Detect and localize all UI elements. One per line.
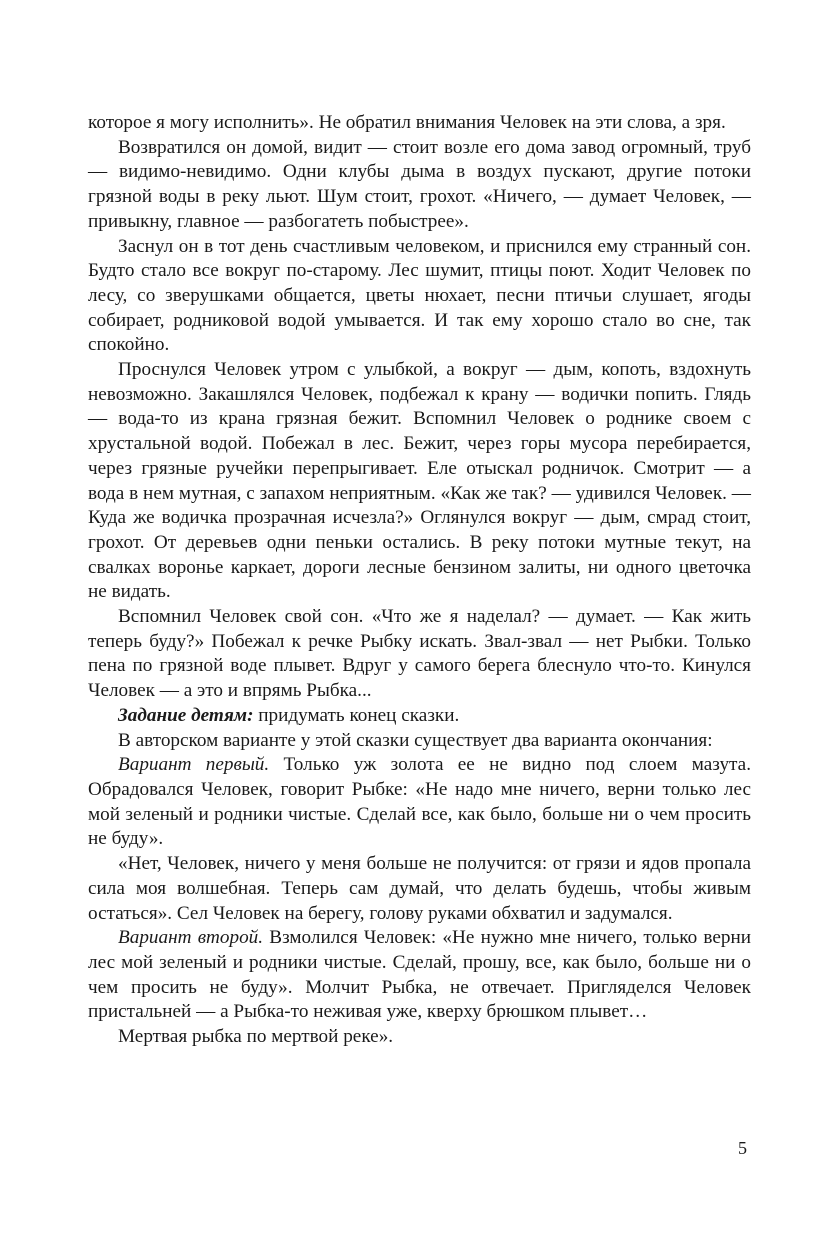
paragraph-1: которое я могу исполнить». Не обратил внимания Человек на эти слова, а зря. bbox=[88, 112, 726, 133]
variant-two-text: Взмолился Человек: «Не нужно мне ничего, только верни лес мой зеленый и родники чистые. Сделай, прошу, все, как было, больше ни о чем просить не буду». Молчит Рыбка, не отвечает. Пригляделся Человек пристальней — а Рыбка-то неживая уже, кверху брюшком плывет… bbox=[88, 927, 751, 1023]
page-body bbox=[88, 111, 751, 1050]
paragraph-2: Возвратился он домой, видит — стоит возле его дома завод огромный, труб — видимо-невидимо. Одни клубы дыма в воздух пускают, другие потоки грязной воды в реку льют. Шум стоит, грохот. «Ничего, — думает Человек, — привыкну, главное — разбогатеть побыстрее». bbox=[88, 136, 751, 232]
variant-one-text: Только уж золота ее не видно под слоем мазута. Обрадовался Человек, говорит Рыбке: «Не надо мне ничего, верни только лес мой зеленый и родники чистые. Сделай все, как было, больше ни о чем просить не буду». bbox=[88, 754, 751, 850]
variant-two-label: Вариант второй. bbox=[118, 927, 264, 949]
task-text: придумать конец сказки. bbox=[253, 704, 460, 726]
paragraph-7: В авторском варианте у этой сказки существует два варианта окончания: bbox=[118, 729, 713, 751]
task-label: Задание детям: bbox=[118, 704, 254, 726]
page-number: 5 bbox=[738, 1138, 747, 1158]
variant-two-paragraph bbox=[88, 926, 751, 1025]
variant-one-label: Вариант первый. bbox=[118, 754, 270, 776]
paragraph-3: Заснул он в тот день счастливым человеком, и приснился ему странный сон. Будто стало все вокруг по-старому. Лес шумит, птицы поют. Ходит Человек по лесу, со зверушками общается, цветы нюхает, песни птичьи слушает, ягоды собирает, родниковой водой умывается. И так ему хорошо стало во сне, так спокойно. bbox=[88, 235, 751, 356]
variant-one-paragraph bbox=[88, 753, 751, 852]
task-paragraph bbox=[88, 704, 751, 729]
paragraph-4: Проснулся Человек утром с улыбкой, а вокруг — дым, копоть, вздохнуть невозможно. Закашлялся Человек, подбежал к крану — водички попить. Глядь — вода-то из крана грязная бежит. Вспомнил Человек о роднике своем с хрустальной водой. Побежал в лес. Бежит, через горы мусора перебирается, через грязные ручейки перепрыгивает. Еле отыскал родничок. Смотрит — а вода в нем мутная, с запахом неприятным. «Как же так? — удивился Человек. — Куда же водичка прозрачная исчезла?» Оглянулся вокруг — дым, смрад стоит, грохот. От деревьев одни пеньки остались. В реку потоки мутные текут, на свалках воронье каркает, дороги лесные бензином залиты, ни одного цветочка не видать. bbox=[88, 359, 751, 603]
paragraph-9: «Нет, Человек, ничего у меня больше не получится: от грязи и ядов пропала сила моя волшебная. Теперь сам думай, что делать будешь, чтобы живым остаться». Сел Человек на берегу, голову руками обхватил и задумался. bbox=[88, 853, 751, 924]
paragraph-5: Вспомнил Человек свой сон. «Что же я наделал? — думает. — Как жить теперь буду?» Побежал к речке Рыбку искать. Звал-звал — нет Рыбки. Только пена по грязной воде плывет. Вдруг у самого берега блеснуло что-то. Кинулся Человек — а это и впрямь Рыбка... bbox=[88, 606, 751, 702]
paragraph-11: Мертвая рыбка по мертвой реке». bbox=[118, 1026, 394, 1048]
